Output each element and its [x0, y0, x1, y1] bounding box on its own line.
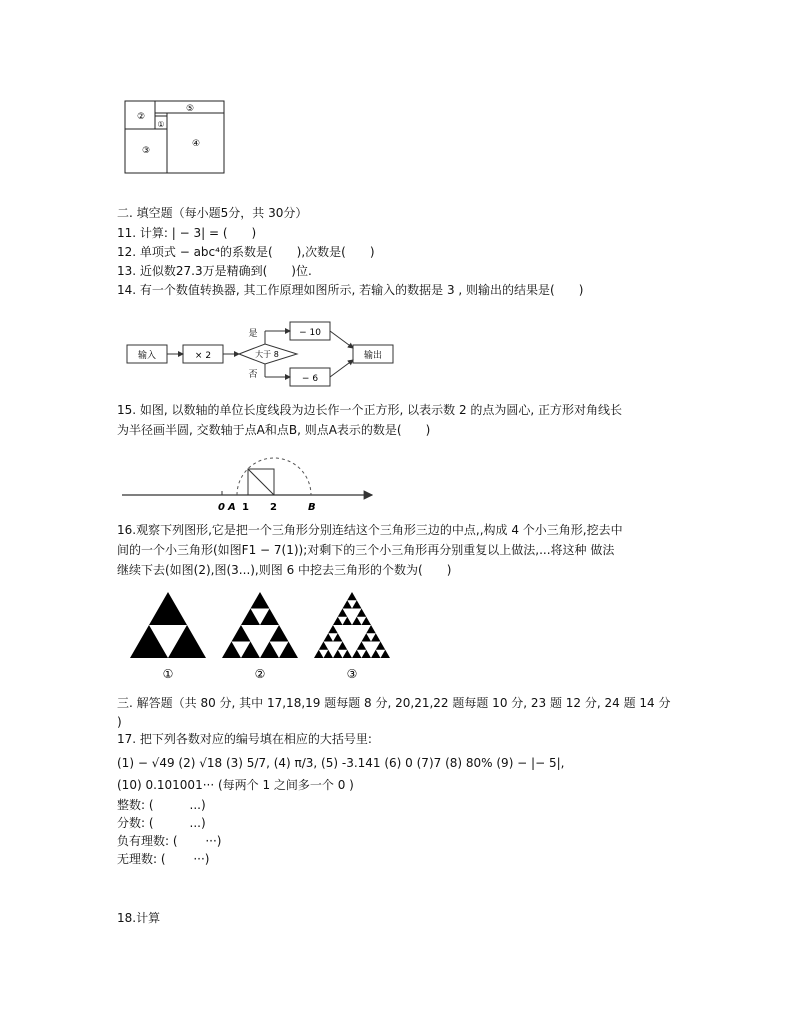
question-15-line1: 15. 如图, 以数轴的单位长度线段为边长作一个正方形, 以表示数 2 的点为圆心, 正方形对角线长	[117, 403, 623, 417]
flow-no-label: 否	[248, 370, 258, 380]
triangle-figure-1	[130, 592, 206, 658]
partition-figure	[124, 100, 226, 175]
triangle-label-3: ③	[346, 667, 358, 681]
question-16-line3: 继续下去(如图(2),图(3...),则图 6 中挖去三角形的个数为( )	[117, 563, 452, 577]
question-11: 11. 计算: | − 3| = ( )	[117, 226, 257, 240]
flow-times2-label: × 2	[194, 351, 212, 361]
numberline-label-A: A	[228, 502, 236, 513]
question-15-line2: 为半径画半圆, 交数轴于点A和点B, 则点A表示的数是( )	[117, 423, 431, 437]
section2-heading: 二. 填空题（每小题5分，共 30分）	[117, 206, 308, 220]
flowchart-figure	[125, 320, 400, 392]
numberline-label-0: 0	[218, 502, 225, 513]
triangle-label-2: ②	[254, 667, 266, 681]
triangle-figure-3	[314, 592, 390, 658]
partition-label-1: ①	[157, 120, 165, 129]
negative-rational-set: 负有理数: ( ···)	[117, 834, 222, 848]
flow-decision-label: 大于 8	[255, 350, 279, 359]
question-17-numbers-2: (10) 0.101001··· (每两个 1 之间多一个 0 )	[117, 778, 354, 792]
irrational-set: 无理数: ( ···)	[117, 852, 210, 866]
triangle-figure-2	[222, 592, 298, 658]
flow-input-label: 输入	[137, 351, 157, 361]
square-diagonal	[248, 469, 274, 495]
partition-label-3: ③	[141, 146, 151, 156]
question-13: 13. 近似数27.3万是精确到( )位.	[117, 264, 312, 278]
integers-set: 整数: ( ...)	[117, 798, 206, 812]
question-14: 14. 有一个数值转换器, 其工作原理如图所示, 若输入的数据是 3 , 则输出的结果是( )	[117, 283, 584, 297]
question-16-line2: 间的一个小三角形(如图F1 − 7(1));对剩下的三个小三角形再分别重复以上做法,...将这种 做法	[117, 543, 615, 557]
fractions-set: 分数: ( ...)	[117, 816, 206, 830]
numberline-label-1: 1	[242, 502, 249, 513]
flow-minus10-label: − 10	[299, 328, 321, 338]
partition-label-5: ⑤	[185, 104, 195, 114]
question-12: 12. 单项式 − abc⁴的系数是( ),次数是( )	[117, 245, 375, 259]
numberline-figure	[120, 455, 380, 515]
section3-heading-line2: )	[117, 715, 122, 729]
partition-label-4: ④	[191, 139, 201, 149]
question-17: 17. 把下列各数对应的编号填在相应的大括号里:	[117, 732, 372, 746]
triangle-label-1: ①	[162, 667, 174, 681]
section3-heading-line1: 三. 解答题（共 80 分, 其中 17,18,19 题每题 8 分, 20,21,22 题每题 10 分, 23 题 12 分, 24 题 14 分	[117, 696, 671, 710]
question-18: 18.计算	[117, 911, 161, 925]
numberline-label-2: 2	[270, 502, 277, 513]
flow-yes-label: 是	[248, 329, 258, 339]
flow-minus6-label: − 6	[301, 374, 319, 384]
question-17-numbers-1: (1) − √49 (2) √18 (3) 5/7, (4) π/3, (5) -3.141 (6) 0 (7)7 (8) 80% (9) − |− 5|,	[117, 756, 565, 770]
flow-output-label: 输出	[363, 351, 383, 361]
numberline-label-B: B	[308, 502, 316, 513]
sierpinski-figures	[128, 590, 408, 685]
partition-label-2: ②	[136, 112, 146, 122]
question-16-line1: 16.观察下列图形,它是把一个三角形分别连结这个三角形三边的中点,,构成 4 个小三角形,挖去中	[117, 523, 623, 537]
